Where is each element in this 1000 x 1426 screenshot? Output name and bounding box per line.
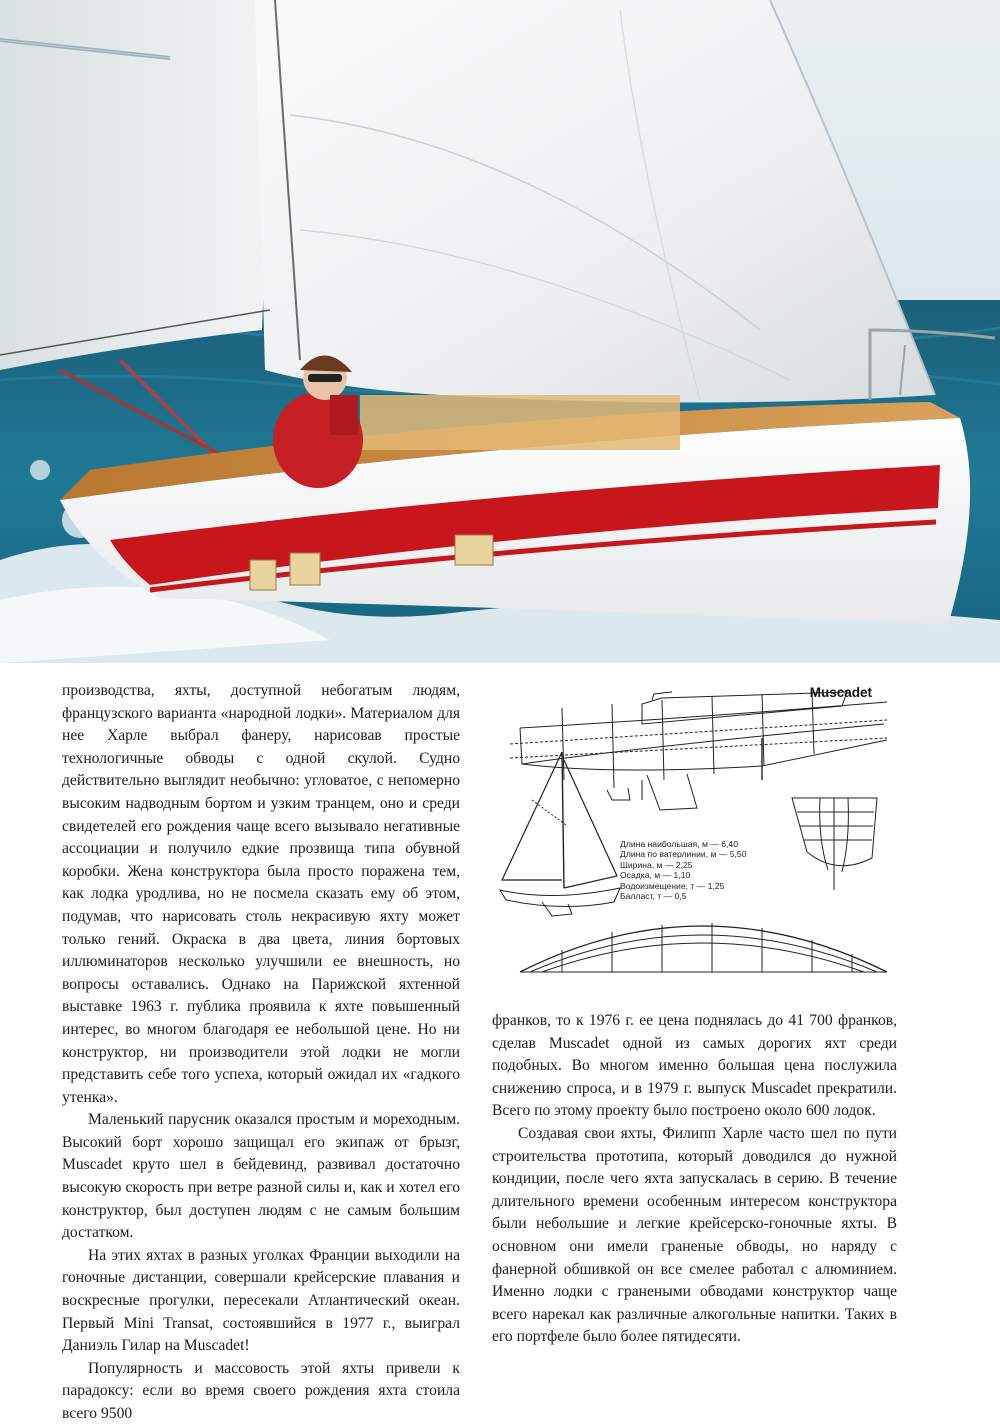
- spec-line: Балласт, т — 0,5: [620, 891, 687, 902]
- sailboat-illustration: [0, 0, 1000, 663]
- paragraph: Популярность и массовость этой яхты привели к парадоксу: если во время своего рождения яхта стоила всего 9500: [62, 1359, 460, 1422]
- paragraph: Создавая свои яхты, Филипп Харле часто шел по пути строительства прототипа, который доводился до нужной кондиции, после чего яхта запускалась в серию. В течение длительного времени особенным интересом конструктора были небольшие и легкие крейсерско-гоночные яхты. В основном они имели граненые обводы, но наряду с фанерной обшивкой он все смелее работал с алюминием. Именно лодки с гранеными обводами конструктор чаще всего нарекал как различные алкогольные напитки. Таких в его портфеле было более пятидесяти.: [492, 1124, 897, 1346]
- lines-plan-drawing: [492, 680, 904, 980]
- paragraph: франков, то к 1976 г. ее цена поднялась до 41 700 франков, сделав Muscadet одной из самых дорогих яхт среди подобных. Во многом именно большая цена послужила снижению спроса, и в 1979 г. выпуск Muscadet прекратили. Всего по этому проекту было построено около 600 лодок.: [492, 1012, 897, 1120]
- paragraph: Маленький парусник оказался простым и мореходным. Высокий борт хорошо защищал его экипаж от брызг, Muscadet круто шел в бейдевинд, развивал достаточно высокую скорость при ветре разной силы и, как и хотел его конструктор, был доступен людям с не самым большим достатком.: [62, 1111, 460, 1242]
- article-right-column: [492, 1010, 897, 1349]
- article-left-column: [62, 680, 460, 1426]
- spec-line: Осадка, м — 1,10: [620, 870, 691, 881]
- paragraph: На этих яхтах в разных уголках Франции выходили на гоночные дистанции, совершали крейсерские плавания и воскресные прогулки, пересекали Атлантический океан. Первый Mini Transat, состоявшийся в 1977 г., выиграл Даниэль Гилар на Muscadet!: [62, 1246, 460, 1355]
- spec-line: Ширина, м — 2,25: [620, 859, 693, 870]
- spec-line: Длина наибольшая, м — 6,40: [620, 839, 738, 849]
- sailboat-photo: [0, 0, 1000, 663]
- spec-line: Водоизмещение, т — 1,25: [620, 880, 725, 891]
- figure-title: Muscadet: [809, 685, 872, 700]
- spec-line: Длина по ватерлинии, м — 5,50: [620, 849, 747, 860]
- yacht-lines-drawing: [492, 680, 904, 980]
- yacht-specifications: [620, 839, 746, 901]
- paragraph: производства, яхты, доступной небогатым людям, французского варианта «народной лодки». Материалом для нее Харле выбрал фанеру, нарисовав простые технологичные обводы с одной скулой. Судно действительно выглядит необычно: угловатое, с непомерно высоким надводным бортом и узким транцем, оно и среди свидетелей его рождения чаще всего вызывало негативные ассоциации и получило едкие прозвища типа обувной коробки. Жена конструктора была просто поражена тем, как лодка уродлива, но не посмела сказать ему об этом, подумав, что нарисовать столь некрасивую яхту может только гений. Окраска в два цвета, линия бортовых иллюминаторов несколько улучшили ее внешность, но вопросы оставались. Однако на Парижской яхтенной выставке 1963 г. публика проявила к яхте повышенный интерес, во многом благодаря ее небольшой цене. Но ни конструктор, ни производители этой лодки не могли представить себе того успеха, который ожидал их «гадкого утенка».: [62, 682, 460, 1106]
